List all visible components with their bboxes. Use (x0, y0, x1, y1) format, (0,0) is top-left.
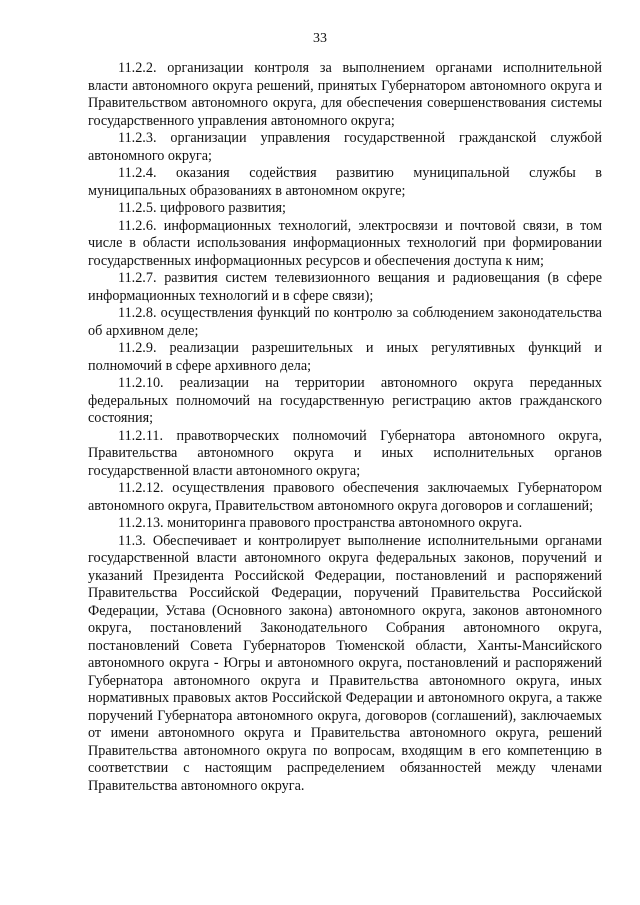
paragraph-11-2-6: 11.2.6. информационных технологий, электросвязи и почтовой связи, в том числе в области использования информационных технологий при формировании государственных информационных ресурсов и обеспечения доступа к ним; (88, 217, 602, 269)
paragraph-11-2-2: 11.2.2. организации контроля за выполнением органами исполнительной власти автономного округа решений, принятых Губернатором автономного округа и Правительством автономного округа, для обеспечения совершенствования системы государственного управления автономного округа; (88, 60, 602, 129)
body-text (88, 60, 602, 795)
paragraph-11-2-10: 11.2.10. реализации на территории автономного округа переданных федеральных полномочий на государственную регистрацию актов гражданского состояния; (88, 375, 602, 426)
paragraph-11-2-7: 11.2.7. развития систем телевизионного вещания и радиовещания (в сфере информационных технологий и в сфере связи); (88, 270, 602, 304)
paragraph-11-3: 11.3. Обеспечивает и контролирует выполнение исполнительными органами государственной власти автономного округа федеральных законов, поручений и указаний Президента Российской Федерации, постановлений и распоряжений Правительства Российской Федерации, поручений Правительства Российской Федерации, Устава (Основного закона) автономного округа, законов автономного округа, постановлений Законодательного Собрания автономного округа, постановлений Совета Губернаторов Тюменской области, Ханты-Мансийского автономного округа - Югры и автономного округа, постановлений и распоряжений Губернатора автономного округа и Правительства автономного округа, иных нормативных правовых актов Российской Федерации и автономного округа, а также поручений Губернатора автономного округа, договоров (соглашений), заключаемых от имени автономного округа и Правительства автономного округа, решений Правительства автономного округа по вопросам, входящим в его компетенцию в соответствии с настоящим распределением обязанностей между членами Правительства автономного округа. (88, 532, 602, 794)
paragraph-11-2-8: 11.2.8. осуществления функций по контролю за соблюдением законодательства об архивном деле; (88, 305, 602, 339)
paragraph-11-2-12: 11.2.12. осуществления правового обеспечения заключаемых Губернатором автономного округа, Правительством автономного округа договоров и соглашений; (88, 480, 602, 514)
paragraph-11-2-11: 11.2.11. правотворческих полномочий Губернатора автономного округа, Правительства автономного округа и иных исполнительных органов государственной власти автономного округа; (88, 427, 602, 479)
paragraph-11-2-4: 11.2.4. оказания содействия развитию муниципальной службы в муниципальных образованиях в автономном округе; (88, 165, 602, 199)
paragraph-11-2-3: 11.2.3. организации управления государственной гражданской службой автономного округа; (88, 130, 602, 164)
page-number: 33 (313, 31, 327, 46)
paragraph-11-2-9: 11.2.9. реализации разрешительных и иных регулятивных функций и полномочий в сфере архивного дела; (88, 340, 602, 374)
paragraph-11-2-5: 11.2.5. цифрового развития; (118, 200, 286, 216)
paragraph-11-2-13: 11.2.13. мониторинга правового пространства автономного округа. (118, 515, 523, 531)
